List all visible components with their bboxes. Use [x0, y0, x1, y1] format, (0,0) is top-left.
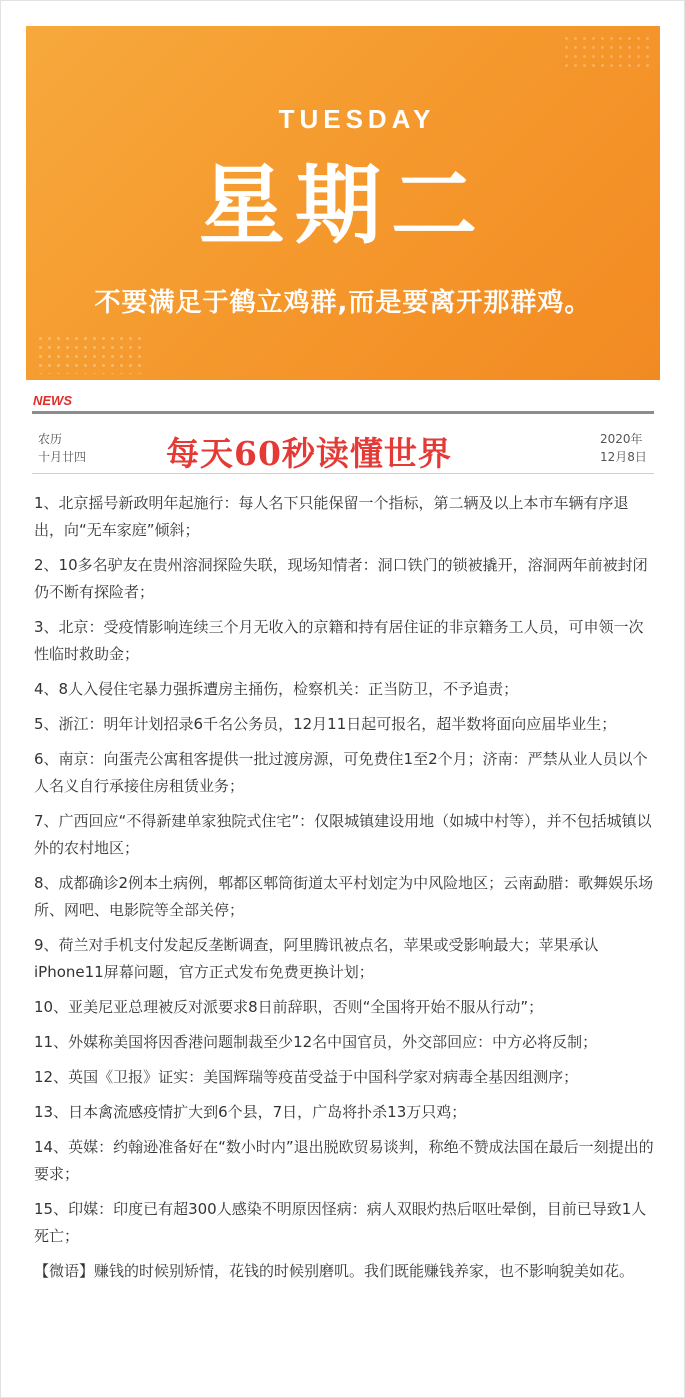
dot-pattern-decoration [562, 34, 652, 68]
daily-quote-text: 赚钱的时候别矫情，花钱的时候别磨叽。我们既能赚钱养家，也不影响貌美如花。 [94, 1262, 635, 1280]
news-item: 7、广西回应“不得新建单家独院式住宅”：仅限城镇建设用地（如城中村等），并不包括城镇以外的农村地区； [34, 812, 652, 857]
header-divider [32, 411, 654, 414]
news-item: 9、荷兰对手机支付发起反垄断调查，阿里腾讯被点名，苹果或受影响最大；苹果承认iPhone11屏幕问题，官方正式发布免费更换计划； [34, 936, 599, 981]
news-item: 14、英媒：约翰逊准备好在“数小时内”退出脱欧贸易谈判，称绝不赞成法国在最后一刻提出的要求； [34, 1138, 654, 1183]
news-item: 12、英国《卫报》证实：美国辉瑞等疫苗受益于中国科学家对病毒全基因组测序； [34, 1068, 579, 1086]
lunar-date: 十月廿四 [38, 450, 87, 464]
news-list [34, 490, 656, 1293]
news-item: 10、亚美尼亚总理被反对派要求8日前辞职，否则“全国将开始不服从行动”； [34, 998, 544, 1016]
news-item: 1、北京摇号新政明年起施行：每人名下只能保留一个指标，第二辆及以上本市车辆有序退出，向“无车家庭”倾斜； [34, 494, 629, 539]
weekday-english: TUESDAY [278, 104, 436, 134]
dot-pattern-decoration [36, 334, 146, 374]
date-label: 12月8日 [600, 450, 647, 464]
news-item: 4、8人入侵住宅暴力强拆遭房主捅伤，检察机关：正当防卫，不予追责； [34, 680, 519, 698]
lunar-label: 农历 [38, 432, 63, 446]
page-title: 每天60秒读懂世界 [166, 434, 452, 473]
title-divider [32, 473, 654, 474]
news-item: 13、日本禽流感疫情扩大到6个县，7日，广岛将扑杀13万只鸡； [34, 1103, 467, 1121]
news-item: 5、浙江：明年计划招录6千名公务员，12月11日起可报名，超半数将面向应届毕业生； [34, 715, 617, 733]
solar-date-block [600, 430, 647, 466]
news-tag: NEWS [33, 393, 72, 408]
daily-quote-label: 【微语】 [34, 1262, 95, 1280]
news-item: 15、印媒：印度已有超300人感染不明原因怪病：病人双眼灼热后呕吐晕倒，目前已导致1人死亡； [34, 1200, 647, 1245]
news-item: 2、10多名驴友在贵州溶洞探险失联，现场知情者：洞口铁门的锁被撬开，溶洞两年前被封闭仍不断有探险者； [34, 556, 648, 601]
weekday-banner [26, 26, 660, 380]
weekday-chinese: 星期二 [199, 155, 487, 256]
news-item: 8、成都确诊2例本土病例，郫都区郫筒街道太平村划定为中风险地区；云南勐腊：歌舞娱乐场所、网吧、电影院等全部关停； [34, 874, 654, 919]
banner-quote: 不要满足于鹤立鸡群,而是要离开那群鸡。 [94, 288, 592, 318]
lunar-date-block [38, 430, 86, 466]
news-item: 11、外媒称美国将因香港问题制裁至少12名中国官员，外交部回应：中方必将反制； [34, 1033, 598, 1051]
year-label: 2020年 [600, 432, 643, 446]
news-item: 3、北京：受疫情影响连续三个月无收入的京籍和持有居住证的非京籍务工人员，可申领一次性临时救助金； [34, 618, 644, 663]
news-item: 6、南京：向蛋壳公寓租客提供一批过渡房源，可免费住1至2个月；济南：严禁从业人员以个人名义自行承接住房租赁业务； [34, 750, 648, 795]
daily-quote [34, 1258, 656, 1285]
